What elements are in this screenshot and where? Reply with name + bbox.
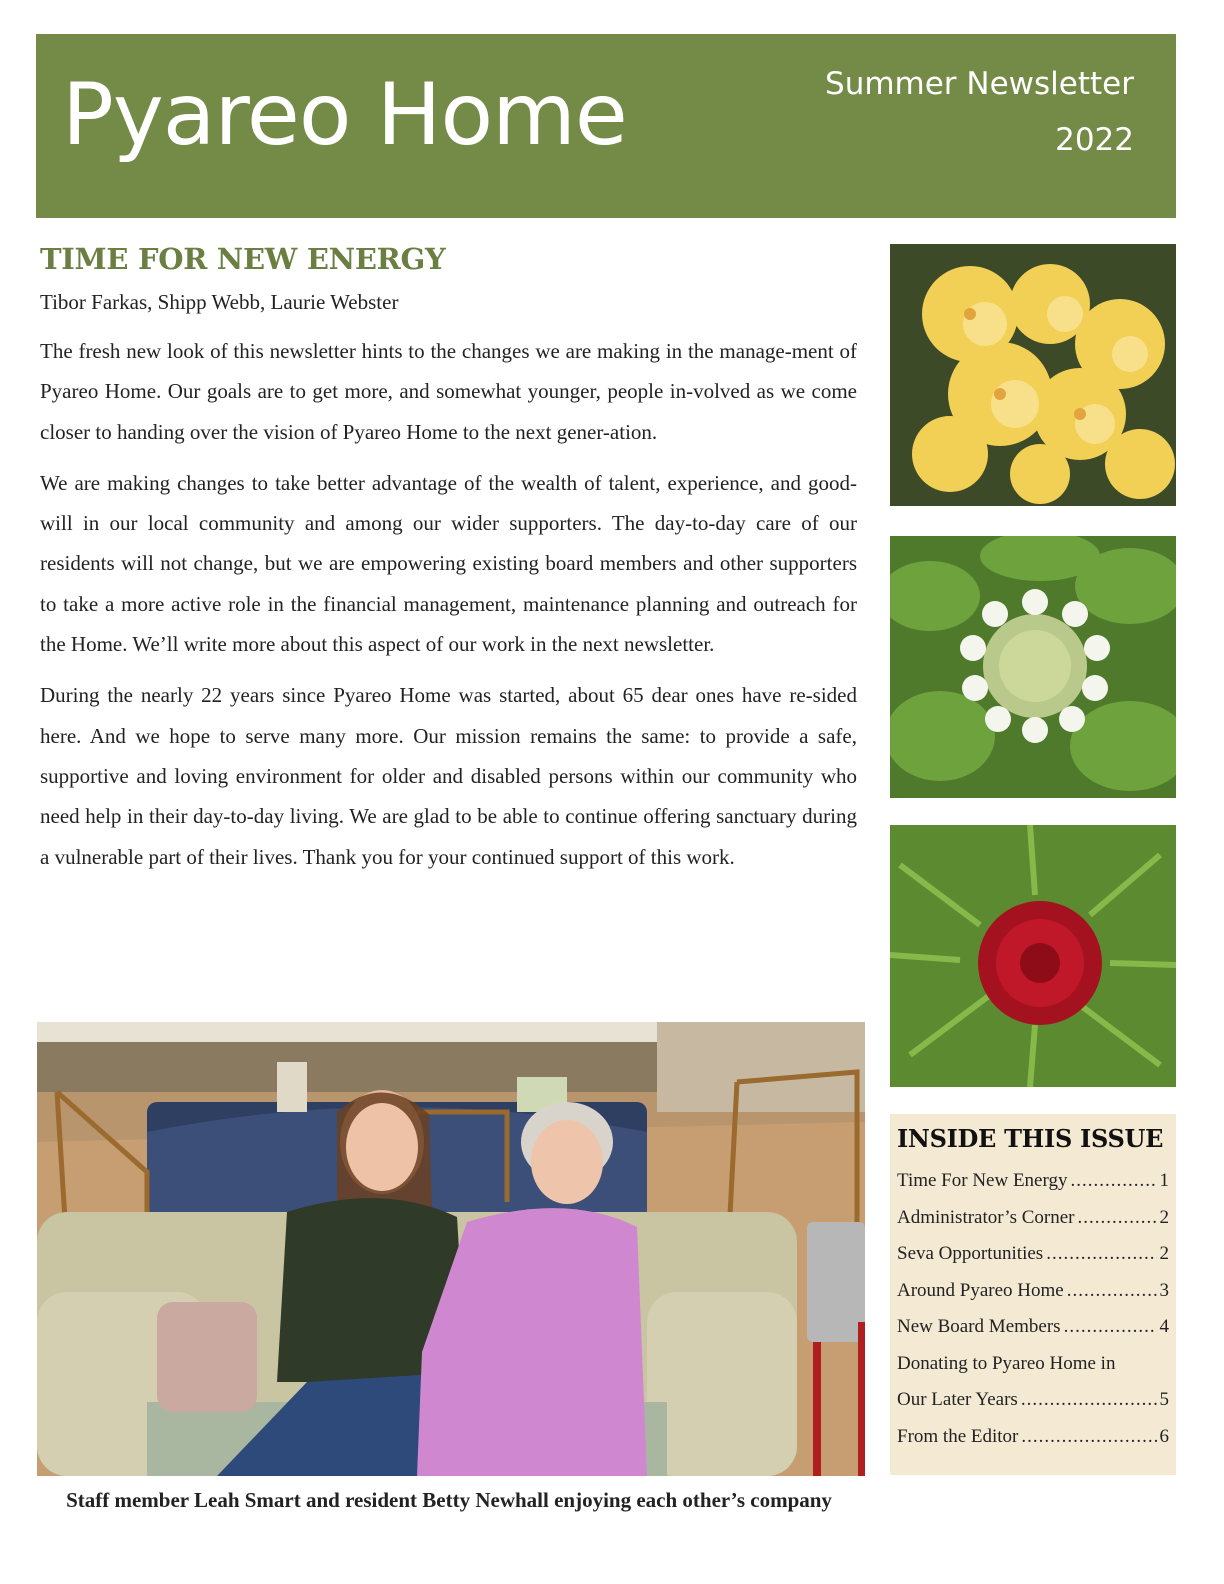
- toc-item[interactable]: [897, 1419, 1169, 1456]
- edition-season: Summer Newsletter: [825, 66, 1134, 102]
- toc-leader: [1046, 1236, 1156, 1273]
- article-paragraph: The fresh new look of this newsletter hints to the changes we are making in the manage-ment of Pyareo Home. Our goals are to get more, and somewhat younger, people in-volved as we come closer to handing over the vision of Pyareo Home to the next gener-ation.: [40, 339, 857, 444]
- toc-item-page: 4: [1159, 1316, 1169, 1337]
- toc-item-page: 1: [1159, 1170, 1169, 1191]
- toc-item[interactable]: [897, 1382, 1169, 1419]
- toc-item[interactable]: [897, 1346, 1169, 1383]
- toc-leader: [1064, 1309, 1157, 1346]
- toc-item-label: Seva Opportunities: [897, 1243, 1044, 1264]
- toc-item-page: 5: [1159, 1389, 1169, 1410]
- main-article: [40, 242, 857, 888]
- toc-item-label: From the Editor: [897, 1425, 1019, 1447]
- staff-resident-photo: [37, 1022, 865, 1476]
- toc-item-label: Around Pyareo Home: [897, 1279, 1064, 1301]
- toc-leader: [1067, 1273, 1157, 1310]
- article-byline: Tibor Farkas, Shipp Webb, Laurie Webster: [40, 290, 399, 314]
- toc-leader: [1021, 1382, 1157, 1419]
- article-title: TIME FOR NEW ENERGY: [40, 242, 446, 276]
- toc-leader: [1021, 1419, 1156, 1456]
- toc-item-page: 6: [1159, 1425, 1169, 1447]
- toc-item-label: Our Later Years: [897, 1389, 1018, 1410]
- toc-item[interactable]: [897, 1163, 1169, 1200]
- newsletter-banner: [36, 34, 1176, 218]
- toc-item-page: 2: [1159, 1206, 1169, 1228]
- article-paragraph: We are making changes to take better advantage of the wealth of talent, experience, and good-will in our local community and among our wider supporters. The day-to-day care of our residents will not change, but we are empowering existing board members and other supporters to take a more active role in the financial management, maintenance planning and outreach for the Home. We’ll write more about this aspect of our work in the next newsletter.: [40, 470, 857, 657]
- white-flower-photo: [890, 536, 1176, 798]
- toc-leader: [1078, 1200, 1157, 1237]
- toc-item[interactable]: [897, 1200, 1169, 1237]
- toc-item-label: Time For New Energy: [897, 1170, 1068, 1191]
- newsletter-title: Pyareo Home: [62, 65, 627, 165]
- inside-this-issue-box: [890, 1114, 1176, 1475]
- toc-item[interactable]: [897, 1309, 1169, 1346]
- toc-item-label: Donating to Pyareo Home in: [897, 1352, 1116, 1374]
- toc-title: INSIDE THIS ISSUE: [897, 1124, 1164, 1153]
- toc-item[interactable]: [897, 1273, 1169, 1310]
- red-flower-photo: [890, 825, 1176, 1087]
- toc-item-page: 2: [1159, 1243, 1169, 1264]
- toc-leader: [1070, 1163, 1156, 1200]
- article-paragraph: During the nearly 22 years since Pyareo Home was started, about 65 dear ones have re-sided here. And we hope to serve many more. Our mission remains the same: to provide a safe, supportive and loving environment for older and disabled persons within our community who need help in their day-to-day living. We are glad to be able to continue offering sanctuary during a vulnerable part of their lives. Thank you for your continued support of this work.: [40, 683, 857, 869]
- edition-label: [825, 56, 1134, 168]
- toc-item-page: 3: [1159, 1279, 1169, 1301]
- yellow-flower-photo: [890, 244, 1176, 506]
- toc-item-label: Administrator’s Corner: [897, 1206, 1075, 1228]
- photo-caption: Staff member Leah Smart and resident Betty Newhall enjoying each other’s company: [66, 1488, 832, 1512]
- edition-year: 2022: [1055, 122, 1134, 158]
- toc-item[interactable]: [897, 1236, 1169, 1273]
- toc-item-label: New Board Members: [897, 1316, 1061, 1337]
